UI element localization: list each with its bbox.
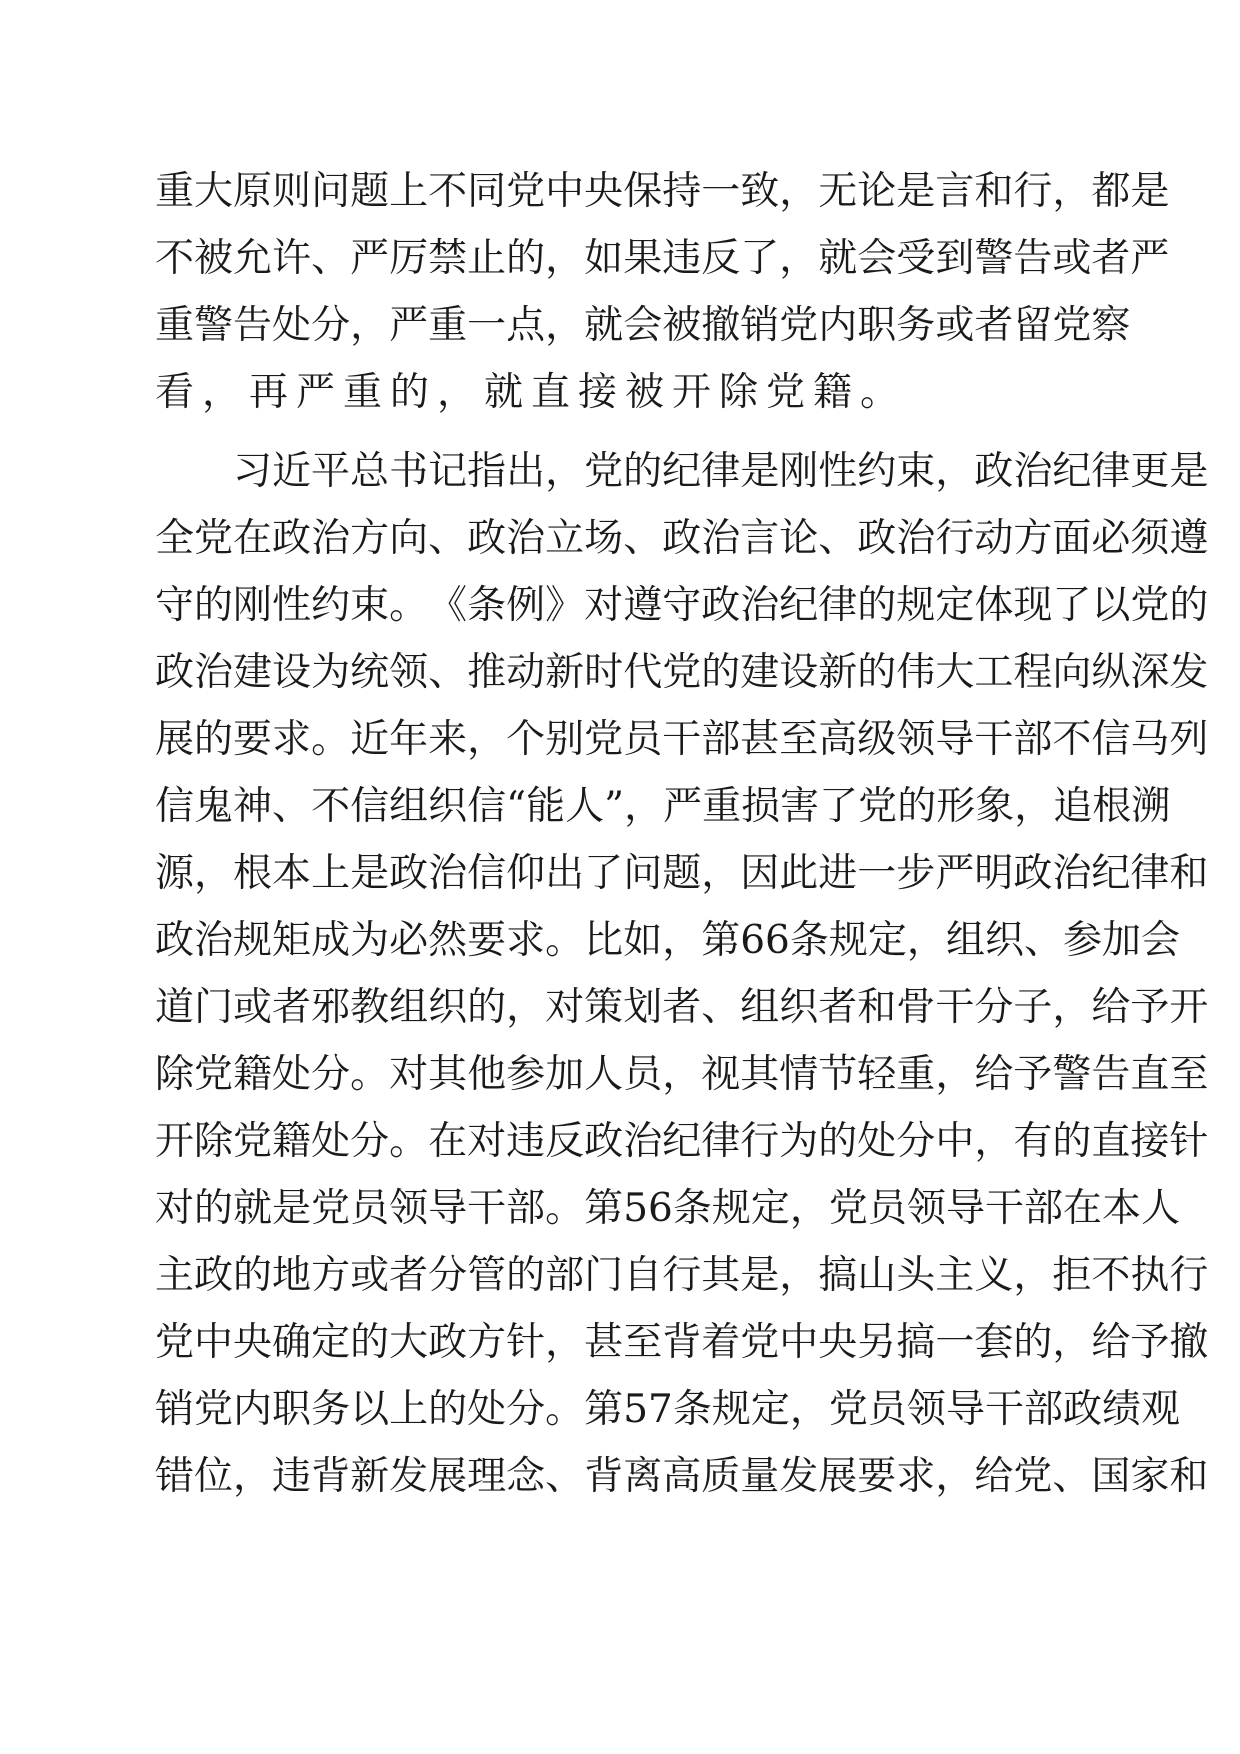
text-line: 开 除 党 籍 处 分 。 在 对 违 反 政 治 纪 律 行 为 的 处 分 中 ， 有 的 直 接 针 bbox=[155, 1119, 1209, 1164]
text-line: 对 的 就 是 党 员 领 导 干 部 。 第 56 条 规 定 ， 党 员 领 导 干 部 在 本 人 bbox=[155, 1186, 1181, 1231]
text-line: 道 门 或 者 邪 教 组 织 的 ， 对 策 划 者 、 组 织 者 和 骨 干 分 子 ， 给 予 开 bbox=[155, 985, 1209, 1030]
text-line: 习 近 平 总 书 记 指 出 ， 党 的 纪 律 是 刚 性 约 束 ， 政 治 纪 律 更 是 bbox=[233, 449, 1209, 494]
paragraph-2 bbox=[155, 438, 1209, 1510]
text-line: 展 的 要 求 。 近 年 来 ， 个 别 党 员 干 部 甚 至 高 级 领 导 干 部 不 信 马 列 bbox=[155, 717, 1209, 762]
document-body bbox=[155, 158, 1209, 1510]
text-line: 主 政 的 地 方 或 者 分 管 的 部 门 自 行 其 是 ， 搞 山 头 主 义 ， 拒 不 执 行 bbox=[155, 1253, 1209, 1298]
text-line: 错 位 ， 违 背 新 发 展 理 念 、 背 离 高 质 量 发 展 要 求 ， 给 党 、 国 家 和 bbox=[155, 1454, 1209, 1499]
text-line: 守 的 刚 性 约 束 。 《 条 例 》 对 遵 守 政 治 纪 律 的 规 定 体 现 了 以 党 的 bbox=[155, 583, 1209, 628]
paragraph-spacer bbox=[155, 426, 1085, 438]
text-line: 销 党 内 职 务 以 上 的 处 分 。 第 57 条 规 定 ， 党 员 领 导 干 部 政 绩 观 bbox=[155, 1387, 1181, 1432]
text-line: 党 中 央 确 定 的 大 政 方 针 ， 甚 至 背 着 党 中 央 另 搞 一 套 的 ， 给 予 撤 bbox=[155, 1320, 1209, 1365]
text-line: 信 鬼 神 、 不 信 组 织 信 “ 能 人 ” ， 严 重 损 害 了 党 的 形 象 ， 追 根 溯 bbox=[155, 784, 1171, 829]
text-line: 看，再严重的，就直接被开除党籍。 bbox=[155, 370, 908, 415]
text-line: 除 党 籍 处 分 。 对 其 他 参 加 人 员 ， 视 其 情 节 轻 重 ， 给 予 警 告 直 至 bbox=[155, 1052, 1209, 1097]
text-line: 重 警 告 处 分 ， 严 重 一 点 ， 就 会 被 撤 销 党 内 职 务 或 者 留 党 察 bbox=[155, 303, 1131, 348]
paragraph-1 bbox=[155, 158, 1170, 426]
text-line: 全 党 在 政 治 方 向 、 政 治 立 场 、 政 治 言 论 、 政 治 行 动 方 面 必 须 遵 bbox=[155, 516, 1209, 561]
text-line: 不 被 允 许 、 严 厉 禁 止 的 ， 如 果 违 反 了 ， 就 会 受 到 警 告 或 者 严 bbox=[155, 236, 1170, 281]
text-line: 源 ， 根 本 上 是 政 治 信 仰 出 了 问 题 ， 因 此 进 一 步 严 明 政 治 纪 律 和 bbox=[155, 851, 1209, 896]
text-line: 政 治 建 设 为 统 领 、 推 动 新 时 代 党 的 建 设 新 的 伟 大 工 程 向 纵 深 发 bbox=[155, 650, 1209, 695]
text-line: 重 大 原 则 问 题 上 不 同 党 中 央 保 持 一 致 ， 无 论 是 言 和 行 ， 都 是 bbox=[155, 169, 1170, 214]
text-line: 政 治 规 矩 成 为 必 然 要 求 。 比 如 ， 第 66 条 规 定 ， 组 织 、 参 加 会 bbox=[155, 918, 1181, 963]
